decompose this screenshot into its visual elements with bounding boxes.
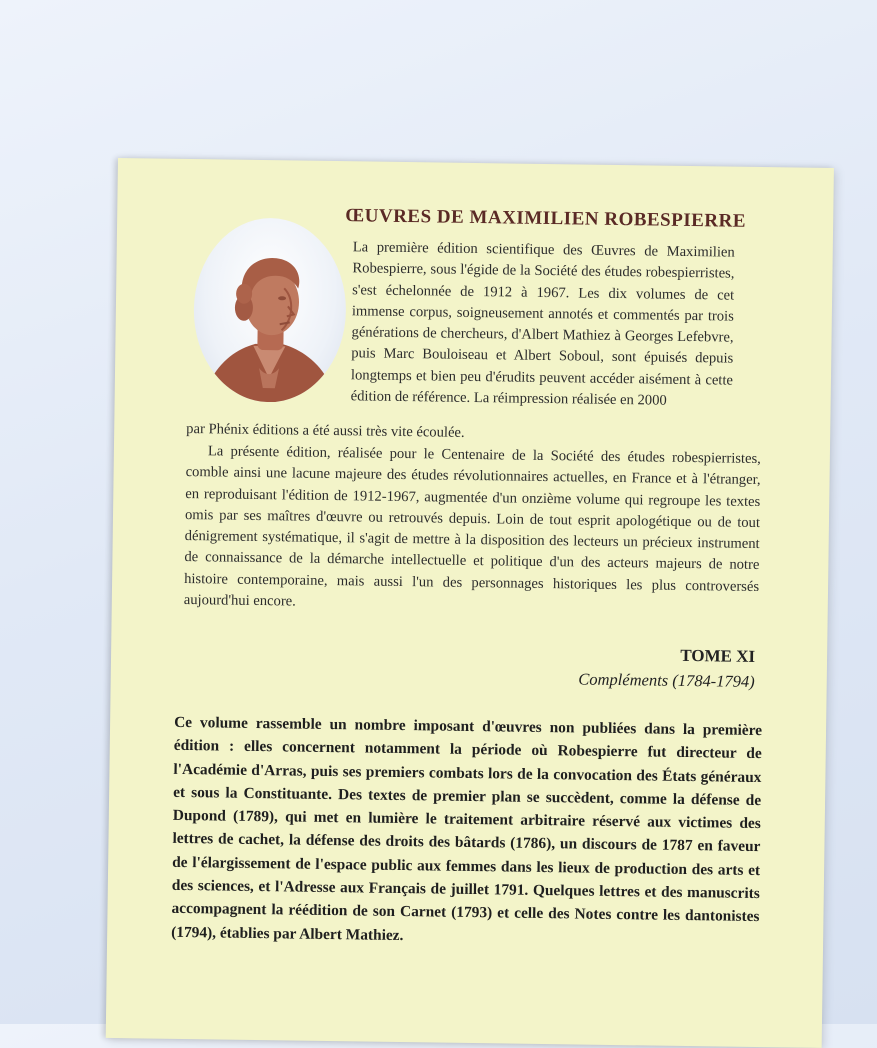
- book-title: ŒUVRES DE MAXIMILIEN ROBESPIERRE: [345, 205, 747, 232]
- edition-paragraph: La présente édition, réalisée pour le Centenaire de la Société des études robespierristes, comble ainsi une lacune majeure des études révolutionnaires actuelles, en France et à l'étranger, en reproduisant l'édition de 1912-1967, augmentée d'un onzième volume qui regroupe les textes omis par ses maîtres d'œuvre ou retrouvés depuis. Loin de tout esprit apologétique ou de tout dénigrement systématique, il s'agit de mettre à la disposition des lecteurs un précieux instrument de connaissance de la démarche intellectuelle et politique d'un des acteurs majeurs de notre histoire contemporaine, mais aussi l'un des personnages historiques les plus controversés aujourd'hui encore.: [183, 443, 761, 610]
- terracotta-bust-image: [193, 217, 348, 403]
- volume-summary: Ce volume rassemble un nombre imposant d'œuvres non publiées dans la première édition : elles concernent notamment la période où Robespierre fut directeur de l'Académie d'Arras, puis ses premiers combats lors de la convocation des États généraux et sous la Constituante. Des textes de premier plan se succèdent, comme la défense de Dupond (1789), qui met en lumière le traitement arbitraire réservé aux victimes des lettres de cachet, la défense des droits des bâtards (1786), un discours de 1787 en faveur de l'élargissement de l'espace public aux femmes dans les lieux de production des arts et des sciences, et l'Adresse aux Français de juillet 1791. Quelques lettres et des manuscrits accompagnent la réédition de son Carnet (1793) et celle des Notes contre les dantonistes (1794), établies par Albert Mathiez.: [171, 713, 763, 944]
- portrait-medallion: [193, 217, 348, 403]
- tome-label: TOME XI: [680, 645, 756, 666]
- tome-subtitle: Compléments (1784-1794): [578, 669, 755, 691]
- intro-paragraph-end: par Phénix éditions a été aussi très vite écoulée.: [186, 420, 465, 441]
- book-back-cover: [106, 158, 834, 1048]
- intro-paragraph: La première édition scientifique des Œuvres de Maximilien Robespierre, sous l'égide de la Société des études robespierristes, s'est échelonnée de 1912 à 1967. Les dix volumes de cet immense corpus, soigneusement annotés et commentés par trois générations de chercheurs, d'Albert Mathiez à Georges Lefebvre, puis Marc Bouloiseau et Albert Soboul, sont épuisés depuis longtemps et bien peu d'érudits peuvent accéder aisément à cette édition de référence. La réimpression réalisée en 2000: [350, 239, 735, 409]
